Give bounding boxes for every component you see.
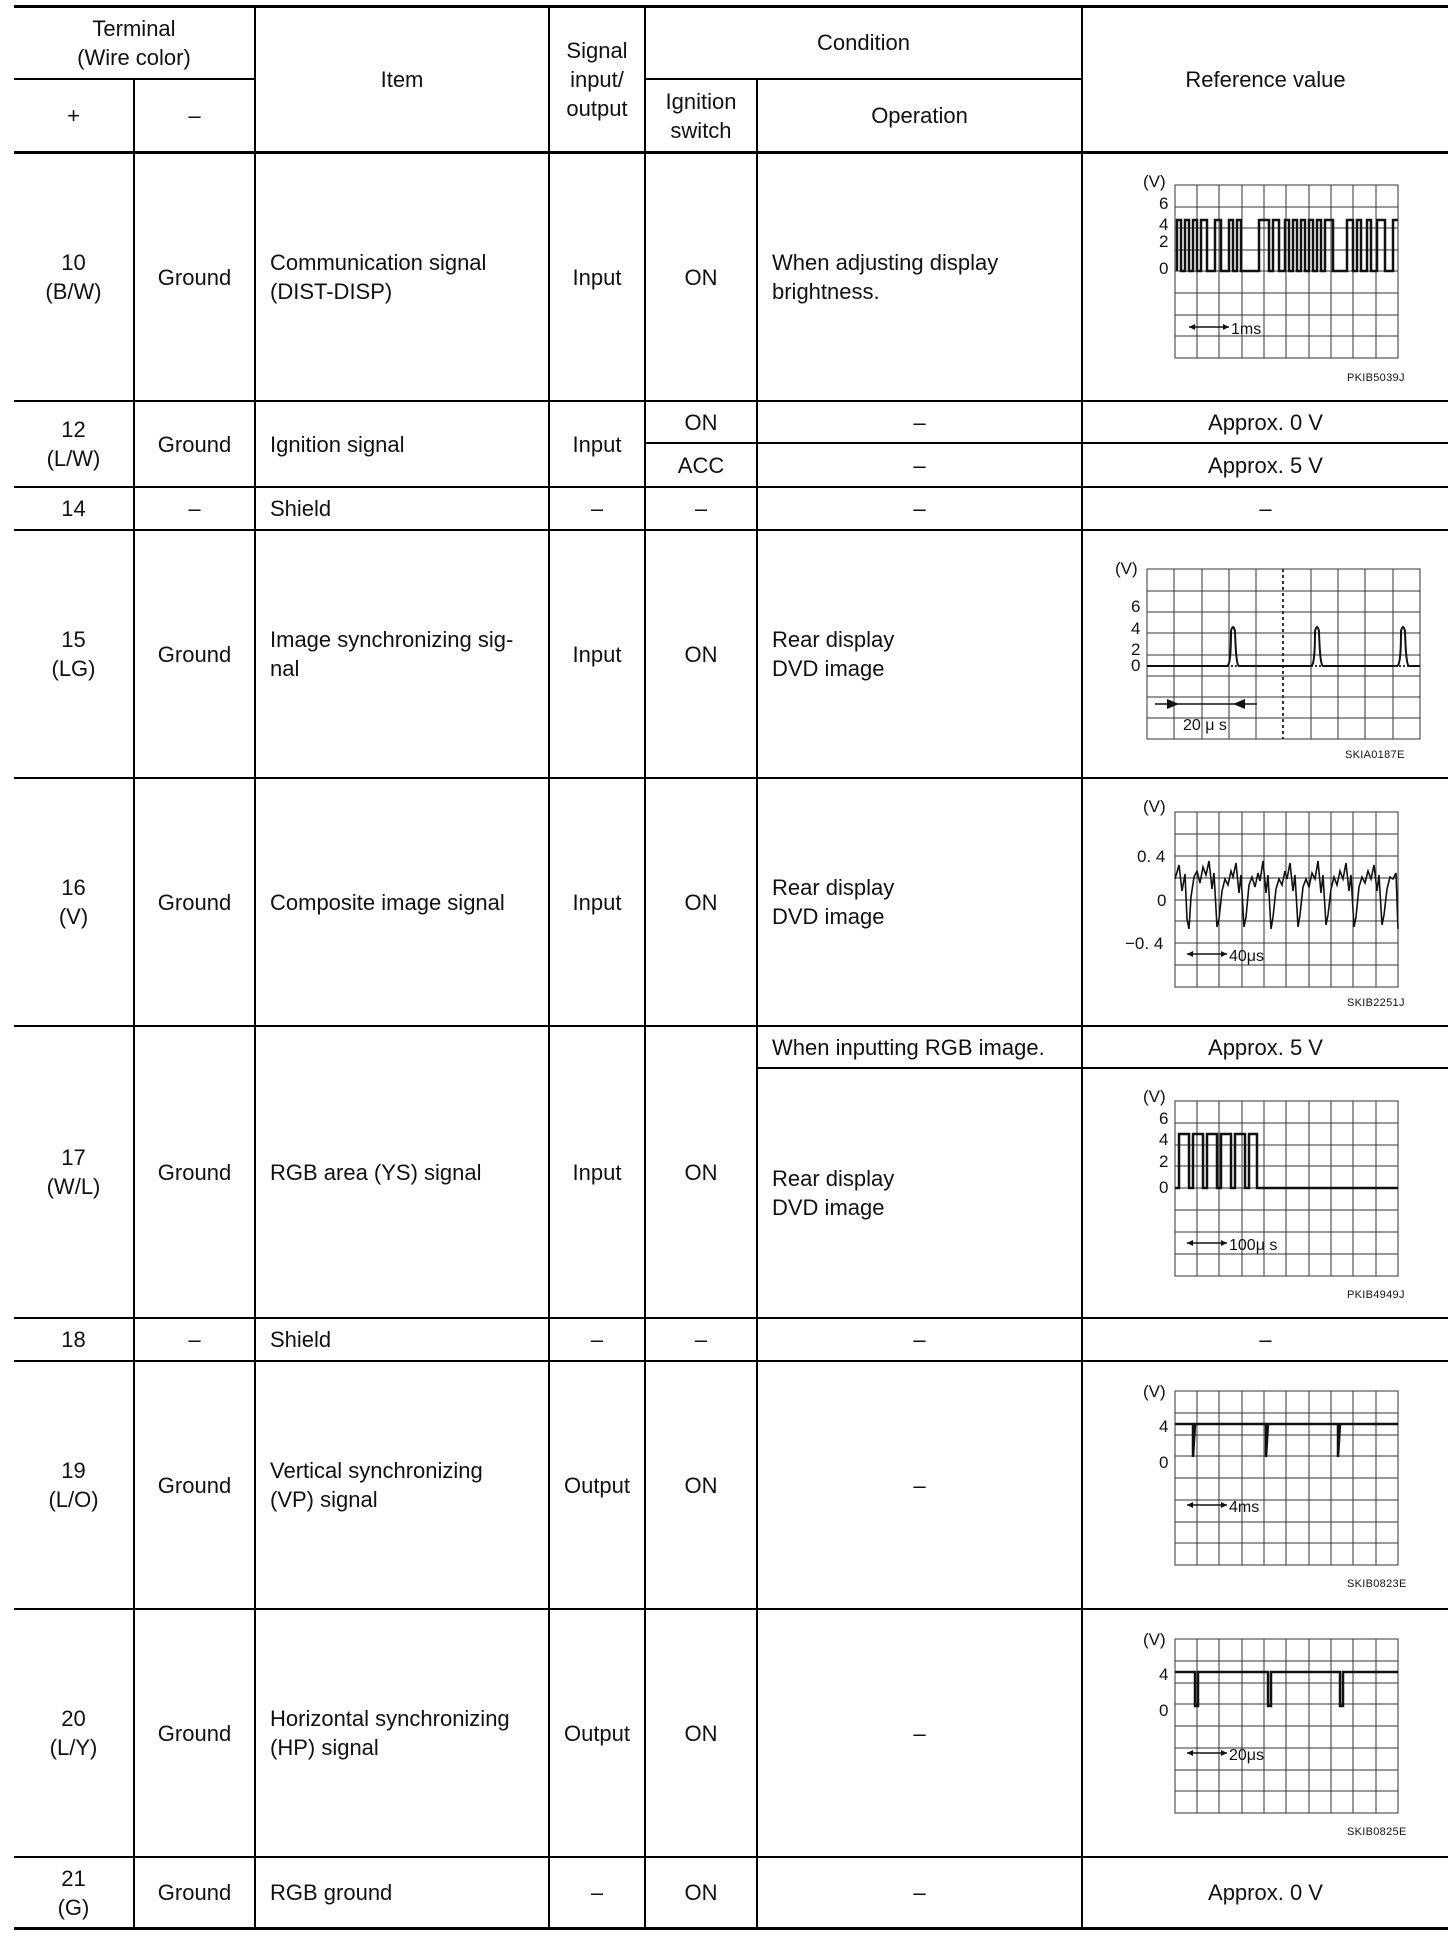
wave-tick: 4 — [1159, 1665, 1169, 1684]
reference-value: – — [1259, 1327, 1272, 1352]
minus-terminal: Ground — [157, 1720, 232, 1746]
wave-unit: (V) — [1143, 1382, 1166, 1401]
wave-tick: 0. 4 — [1137, 847, 1166, 866]
ignition-switch-acc: ACC — [677, 452, 725, 478]
terminal-14: 14 — [61, 496, 86, 521]
item-name: Vertical synchronizing (VP) signal — [270, 1458, 483, 1512]
signal-io: Input — [572, 889, 622, 915]
operation: – — [913, 1720, 926, 1746]
item-name: RGB area (YS) signal — [270, 1159, 482, 1185]
waveform-vertical-sync-signal — [1083, 1362, 1448, 1608]
ignition-switch: ON — [684, 1720, 718, 1746]
operation: Rear display DVD image — [772, 1166, 895, 1220]
oscilloscope-trace — [1083, 531, 1448, 777]
oscilloscope-trace — [1083, 1610, 1448, 1856]
minus-terminal: Ground — [157, 1472, 232, 1498]
header-plus: + — [67, 103, 80, 128]
figure-code: PKIB5039J — [1347, 372, 1405, 384]
reference-value: Approx. 5 V — [1208, 1034, 1323, 1060]
item-name: Composite image signal — [270, 889, 505, 915]
wave-unit: (V) — [1143, 172, 1166, 191]
wave-tick: 6 — [1159, 1109, 1169, 1128]
item-name: Ignition signal — [270, 431, 405, 457]
operation: – — [913, 1327, 926, 1352]
wave-tick: 0 — [1157, 891, 1167, 910]
operation: – — [913, 1880, 926, 1905]
waveform-horizontal-sync-signal — [1083, 1610, 1448, 1856]
terminal-17: 17 (W/L) — [46, 1145, 101, 1199]
reference-value: Approx. 5 V — [1208, 452, 1323, 478]
header-item: Item — [380, 67, 424, 92]
ignition-switch: ON — [684, 264, 718, 290]
ignition-switch: ON — [684, 641, 718, 667]
operation: When inputting RGB image. — [772, 1034, 1045, 1060]
wave-time-scale: 4ms — [1229, 1499, 1260, 1516]
signal-io: Input — [572, 431, 622, 457]
wave-tick: 2 — [1159, 232, 1169, 251]
minus-terminal: Ground — [157, 264, 232, 290]
terminal-18: 18 — [61, 1327, 86, 1352]
wave-tick: 0 — [1159, 259, 1169, 278]
signal-io: Output — [563, 1720, 631, 1746]
operation: – — [913, 496, 926, 521]
ignition-switch: ON — [684, 1159, 718, 1185]
operation: Rear display DVD image — [772, 627, 895, 681]
minus-terminal: – — [188, 1327, 201, 1352]
wave-unit: (V) — [1143, 797, 1166, 816]
item-name: RGB ground — [270, 1880, 393, 1905]
header-ignition-switch: Ignition switch — [665, 88, 737, 143]
wave-tick: 0 — [1159, 1178, 1169, 1197]
reference-value: Approx. 0 V — [1208, 1880, 1323, 1905]
waveform-composite-image-signal — [1083, 779, 1448, 1025]
wave-unit: (V) — [1143, 1087, 1166, 1106]
wave-tick: 4 — [1159, 1417, 1169, 1436]
operation: – — [913, 1472, 926, 1498]
operation: When adjusting display brightness. — [772, 250, 999, 304]
header-terminal: Terminal (Wire color) — [77, 16, 191, 70]
signal-io: – — [590, 1880, 604, 1905]
header-minus: – — [188, 103, 201, 128]
terminal-15: 15 (LG) — [51, 627, 96, 681]
header-signal-io: Signal input/ output — [566, 38, 628, 121]
operation: Rear display DVD image — [772, 875, 895, 929]
ignition-switch-on: ON — [684, 409, 718, 435]
wave-tick: 6 — [1131, 597, 1141, 616]
wave-tick: 4 — [1159, 215, 1169, 234]
minus-terminal: Ground — [157, 889, 232, 915]
wave-unit: (V) — [1115, 559, 1138, 578]
oscilloscope-trace — [1083, 154, 1448, 400]
figure-code: SKIB0823E — [1347, 1578, 1407, 1590]
signal-io: – — [590, 496, 604, 521]
wave-time-scale: 20μs — [1229, 1747, 1265, 1764]
waveform-image-sync-signal — [1083, 531, 1448, 777]
minus-terminal: Ground — [157, 641, 232, 667]
waveform-communication-signal — [1083, 154, 1448, 400]
table-bottom-rule — [14, 1927, 1448, 1930]
wave-tick: 2 — [1131, 640, 1141, 659]
oscilloscope-trace — [1083, 1069, 1448, 1317]
oscilloscope-trace — [1083, 779, 1448, 1025]
signal-io: Input — [572, 264, 622, 290]
wave-tick: 0 — [1159, 1453, 1169, 1472]
minus-terminal: Ground — [157, 431, 232, 457]
oscilloscope-trace — [1083, 1362, 1448, 1608]
signal-io: Input — [572, 1159, 622, 1185]
minus-terminal: Ground — [157, 1880, 232, 1905]
ignition-switch: ON — [684, 1472, 718, 1498]
minus-terminal: – — [188, 496, 201, 521]
terminal-12: 12 (L/W) — [46, 417, 101, 471]
terminal-10: 10 (B/W) — [45, 250, 102, 304]
signal-io: Output — [563, 1472, 631, 1498]
terminal-20: 20 (L/Y) — [49, 1706, 98, 1760]
figure-code: SKIA0187E — [1345, 749, 1405, 761]
wave-tick: 4 — [1131, 619, 1141, 638]
wave-time-scale: 40μs — [1229, 948, 1265, 965]
header-condition: Condition — [817, 30, 910, 55]
item-name: Shield — [270, 496, 332, 521]
ignition-switch: – — [694, 1327, 708, 1352]
wave-tick: 4 — [1159, 1130, 1169, 1149]
header-reference-value: Reference value — [1185, 67, 1346, 92]
item-name: Image synchronizing sig- nal — [270, 627, 514, 681]
operation: – — [913, 409, 926, 435]
terminal-16: 16 (V) — [58, 875, 89, 929]
figure-code: SKIB2251J — [1347, 997, 1405, 1009]
wave-tick: 0 — [1131, 656, 1141, 675]
ignition-switch: – — [694, 496, 708, 521]
wave-tick: −0. 4 — [1125, 934, 1164, 953]
minus-terminal: Ground — [157, 1159, 232, 1185]
figure-code: SKIB0825E — [1347, 1826, 1407, 1838]
terminal-19: 19 (L/O) — [48, 1458, 99, 1512]
wave-time-scale: 1ms — [1231, 321, 1262, 338]
wave-tick: 6 — [1159, 194, 1169, 213]
ignition-switch: ON — [684, 1880, 718, 1905]
item-name: Shield — [270, 1327, 332, 1352]
wave-tick: 2 — [1159, 1152, 1169, 1171]
figure-code: PKIB4949J — [1347, 1289, 1405, 1301]
ignition-switch: ON — [684, 889, 718, 915]
waveform-rgb-area-signal — [1083, 1069, 1448, 1317]
wave-tick: 0 — [1159, 1701, 1169, 1720]
item-name: Horizontal synchronizing (HP) signal — [270, 1706, 510, 1760]
item-name: Communication signal (DIST-DISP) — [270, 250, 487, 304]
wave-time-scale: 100μ s — [1229, 1237, 1278, 1254]
signal-io: – — [590, 1327, 604, 1352]
reference-value: Approx. 0 V — [1208, 409, 1323, 435]
wave-unit: (V) — [1143, 1630, 1166, 1649]
header-operation: Operation — [871, 103, 968, 128]
wave-time-scale: 20 μ s — [1183, 717, 1227, 734]
terminal-21: 21 (G) — [57, 1865, 90, 1920]
reference-value: – — [1259, 496, 1272, 521]
signal-io: Input — [572, 641, 622, 667]
operation: – — [913, 452, 926, 478]
